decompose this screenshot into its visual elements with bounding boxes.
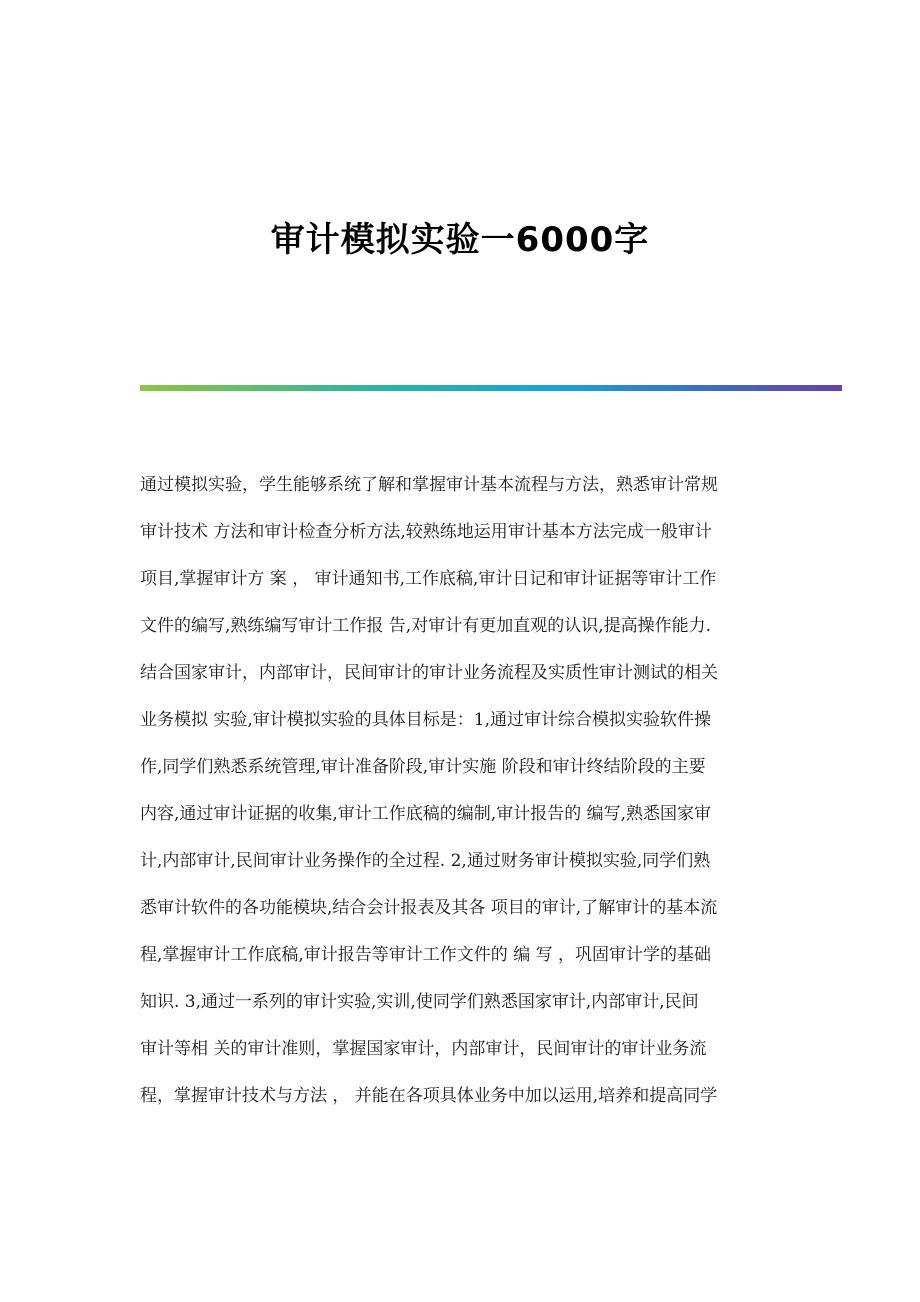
text-line: 内容,通过审计证据的收集,审计工作底稿的编制,审计报告的 编写,熟悉国家审 (140, 804, 712, 824)
text-line: 业务模拟 实验,审计模拟实验的具体目标是：1,通过审计综合模拟实验软件操 (140, 710, 712, 730)
text-line: 文件的编写,熟练编写审计工作报 告,对审计有更加直观的认识,提高操作能力. (140, 616, 712, 636)
text-line: 审计等相 关的审计准则，掌握国家审计，内部审计，民间审计的审计业务流 (140, 1039, 707, 1059)
text-line: 项目,掌握审计方 案 ， 审计通知书,工作底稿,审计日记和审计证据等审计工作 (140, 569, 717, 589)
text-line: 通过模拟实验，学生能够系统了解和掌握审计基本流程与方法，熟悉审计常规 (140, 475, 718, 495)
text-line: 悉审计软件的各功能模块,结合会计报表及其各 项目的审计,了解审计的基本流 (140, 898, 718, 918)
text-line: 审计技术 方法和审计检查分析方法,较熟练地运用审计基本方法完成一般审计 (140, 522, 712, 542)
document-title: 审计模拟实验一6000字 (270, 220, 650, 260)
text-line: 知识. 3,通过一系列的审计实验,实训,使同学们熟悉国家审计,内部审计,民间 (140, 992, 699, 1012)
text-line: 程,掌握审计工作底稿,审计报告等审计工作文件的 编 写 ，巩固审计学的基础 (140, 945, 712, 965)
text-line: 结合国家审计，内部审计，民间审计的审计业务流程及实质性审计测试的相关 (140, 663, 718, 683)
text-line: 作,同学们熟悉系统管理,审计准备阶段,审计实施 阶段和审计终结阶段的主要 (140, 757, 706, 777)
text-line: 计,内部审计,民间审计业务操作的全过程. 2,通过财务审计模拟实验,同学们熟 (140, 851, 711, 871)
text-line: 程，掌握审计技术与方法 ， 并能在各项具体业务中加以运用,培养和提高同学 (140, 1086, 718, 1106)
title-divider (140, 385, 842, 391)
body-text (140, 462, 780, 1120)
